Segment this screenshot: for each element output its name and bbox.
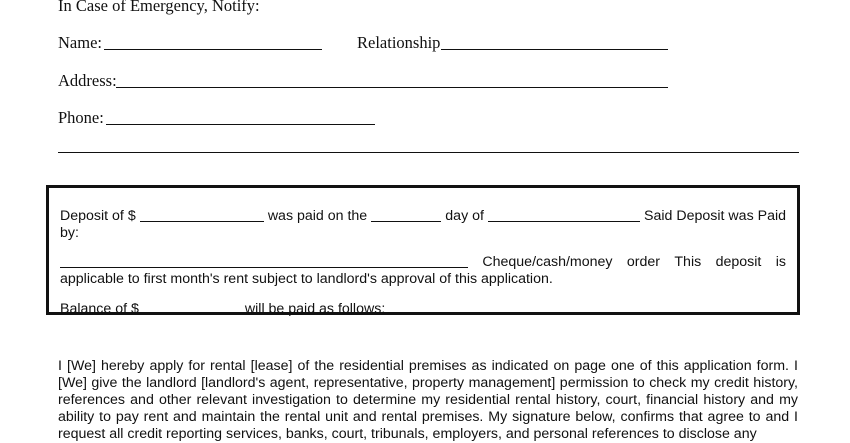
deposit-box <box>46 185 800 315</box>
address-field[interactable] <box>116 87 668 88</box>
deposit-paid-on: was paid on the <box>267 208 368 224</box>
deposit-line-1 <box>60 208 786 224</box>
deposit-line-3 <box>60 254 786 270</box>
deposit-day-of: day of <box>445 208 484 224</box>
name-label: Name: <box>58 33 102 52</box>
address-label: Address: <box>58 71 117 90</box>
consent-paragraph: I [We] hereby apply for rental [lease] of the residential premises as indicated on page one of this application form. I [We] give the landlord [landlord's agent, representative, property management] permission to check my credit history, references and other relevant investigation to determine my residential rental history, court, financial history and my ability to pay rent and maintain the rental unit and rental premises. My signature below, confirms that agree to and I request all credit reporting services, banks, court, tribunals, employers, and personal references to disclose any <box>58 358 798 442</box>
deposit-prefix: Deposit of $ <box>60 208 136 224</box>
deposit-line-2: by: <box>60 225 79 241</box>
name-field[interactable] <box>104 49 322 50</box>
balance-terms-field[interactable] <box>391 299 643 313</box>
deposit-method-word: Cheque/cash/money <box>482 254 613 270</box>
deposit-method-word: This <box>674 254 702 270</box>
balance-mid: will be paid as follows: <box>244 301 386 317</box>
phone-field[interactable] <box>106 124 375 125</box>
emergency-heading: In Case of Emergency, Notify: <box>58 0 260 15</box>
phone-label: Phone: <box>58 108 104 127</box>
balance-prefix: Balance of $ <box>60 301 139 317</box>
deposit-method-word: deposit <box>715 254 762 270</box>
section-divider <box>58 152 799 153</box>
relationship-field[interactable] <box>441 49 668 50</box>
balance-line <box>60 299 786 317</box>
balance-amount-field[interactable] <box>139 299 241 313</box>
deposit-by-field[interactable] <box>60 254 468 268</box>
deposit-amount-field[interactable] <box>140 208 264 222</box>
relationship-label: Relationship <box>357 33 441 52</box>
deposit-method-word: order <box>626 254 661 270</box>
deposit-method-word: is <box>775 254 786 270</box>
deposit-month-field[interactable] <box>488 208 640 222</box>
deposit-line-4: applicable to first month's rent subject to landlord's approval of this application. <box>60 271 553 287</box>
deposit-said: Said Deposit was Paid <box>644 208 786 224</box>
deposit-day-field[interactable] <box>371 208 441 222</box>
